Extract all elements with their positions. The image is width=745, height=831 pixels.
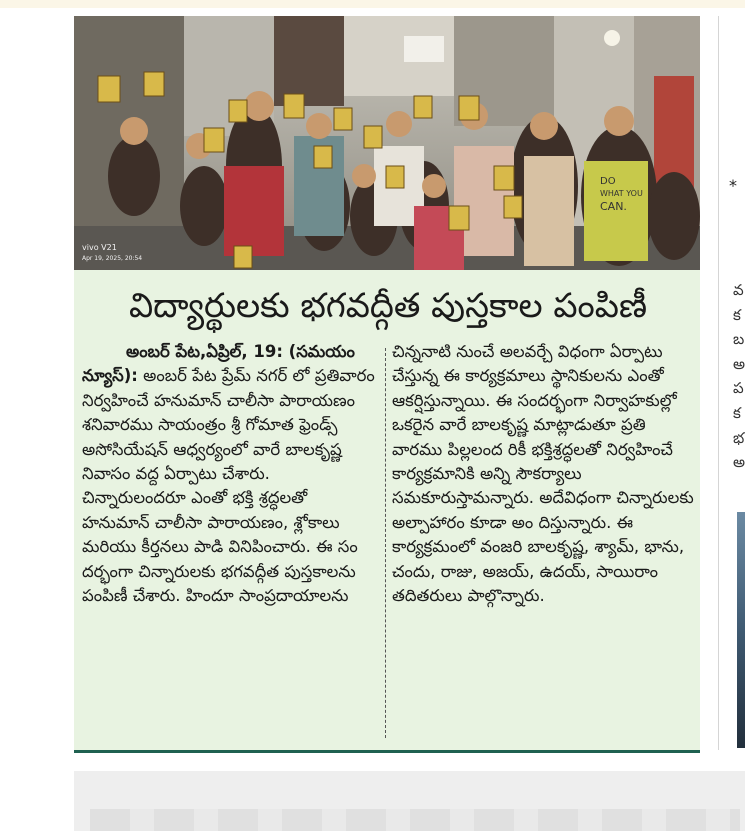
- side-letter: భ: [733, 428, 745, 447]
- side-letter: అ: [733, 354, 745, 373]
- shirt-text-3: CAN.: [600, 200, 627, 213]
- dateline-text: అంబర్ పేట,ఏప్రిల్, 19: (సమయం న్యూస్):: [82, 342, 355, 386]
- camera-watermark-model: vivo V21: [82, 243, 117, 252]
- top-strip: [0, 0, 745, 8]
- article-headline: విద్యార్థులకు భగవద్గీత పుస్తకాల పంపిణీ: [128, 286, 648, 326]
- adjacent-article-panel: [718, 16, 745, 750]
- side-text-fragments: [733, 278, 745, 475]
- shirt-text-2: WHAT YOU: [600, 189, 643, 198]
- side-letter: అ: [733, 453, 745, 472]
- article-column-1: [82, 340, 378, 744]
- side-letter: క: [733, 305, 741, 324]
- column-divider: [385, 348, 386, 738]
- news-article: [74, 16, 700, 753]
- camera-watermark-date: Apr 19, 2025, 20:54: [82, 255, 143, 262]
- side-letter: ప: [733, 379, 744, 398]
- side-letter: క: [733, 403, 741, 422]
- shirt-text-1: DO: [600, 176, 616, 187]
- event-photo-illustration: [74, 16, 700, 270]
- article-column-2: [392, 340, 694, 744]
- side-star: *: [729, 176, 737, 195]
- side-photo: [737, 512, 745, 748]
- side-letter: బ: [733, 330, 745, 349]
- article-photo: [74, 16, 700, 270]
- column-1-text: అంబర్ పేట ప్రేమ్ నగర్ లో ప్రతివారం నిర్వహించే హనుమాన్ చాలీసా పారాయణం శనివారము సాయంత్రం శ్రీ గోమాత ఫ్రెండ్స్ అసోసియేషన్ ఆధ్వర్యంలో వారే బాలకృష్ణ నివాసం వద్ద ఏర్పాటు చేశారు. చిన్నారులందరూ ఎంతో భక్తి శ్రద్ధలతో హనుమాన్ చాలీసా పారాయణం, శ్లోకాలు మరియు కీర్తనలు పాడి వినిపించారు. ఈ సం దర్భంగా చిన్నారులకు భగవద్గీత పుస్తకాలను పంపిణీ చేశారు. హిందూ సాంప్రదాయాలను: [82, 366, 375, 606]
- side-letter: వ: [733, 281, 744, 299]
- next-headline-fragment: [90, 809, 740, 831]
- column-2-text: చిన్ననాటి నుంచే అలవర్చే విధంగా ఏర్పాటు చేస్తున్న ఈ కార్యక్రమాలు స్థానికులను ఎంతో ఆకర్షిస్తున్నాయి. ఈ సందర్భంగా నిర్వాహకుల్లో ఒకరైన వారే బాలకృష్ణ మాట్లాడుతూ ప్రతి వారము పిల్లలంద రికీ భక్తిశ్రద్ధలతో నిర్వహించే కార్యక్రమానికి అన్ని సౌకర్యాలు సమకూరుస్తామన్నారు. అదేవిధంగా చిన్నారులకు అల్పాహారం కూడా అం దిస్తున్నారు. ఈ కార్యక్రమంలో వంజరి బాలకృష్ణ, శ్యామ్, భాను, చందు, రాజు, అజయ్, ఉదయ్, సాయిరాం తదితరులు పాల్గొన్నారు.: [392, 342, 694, 606]
